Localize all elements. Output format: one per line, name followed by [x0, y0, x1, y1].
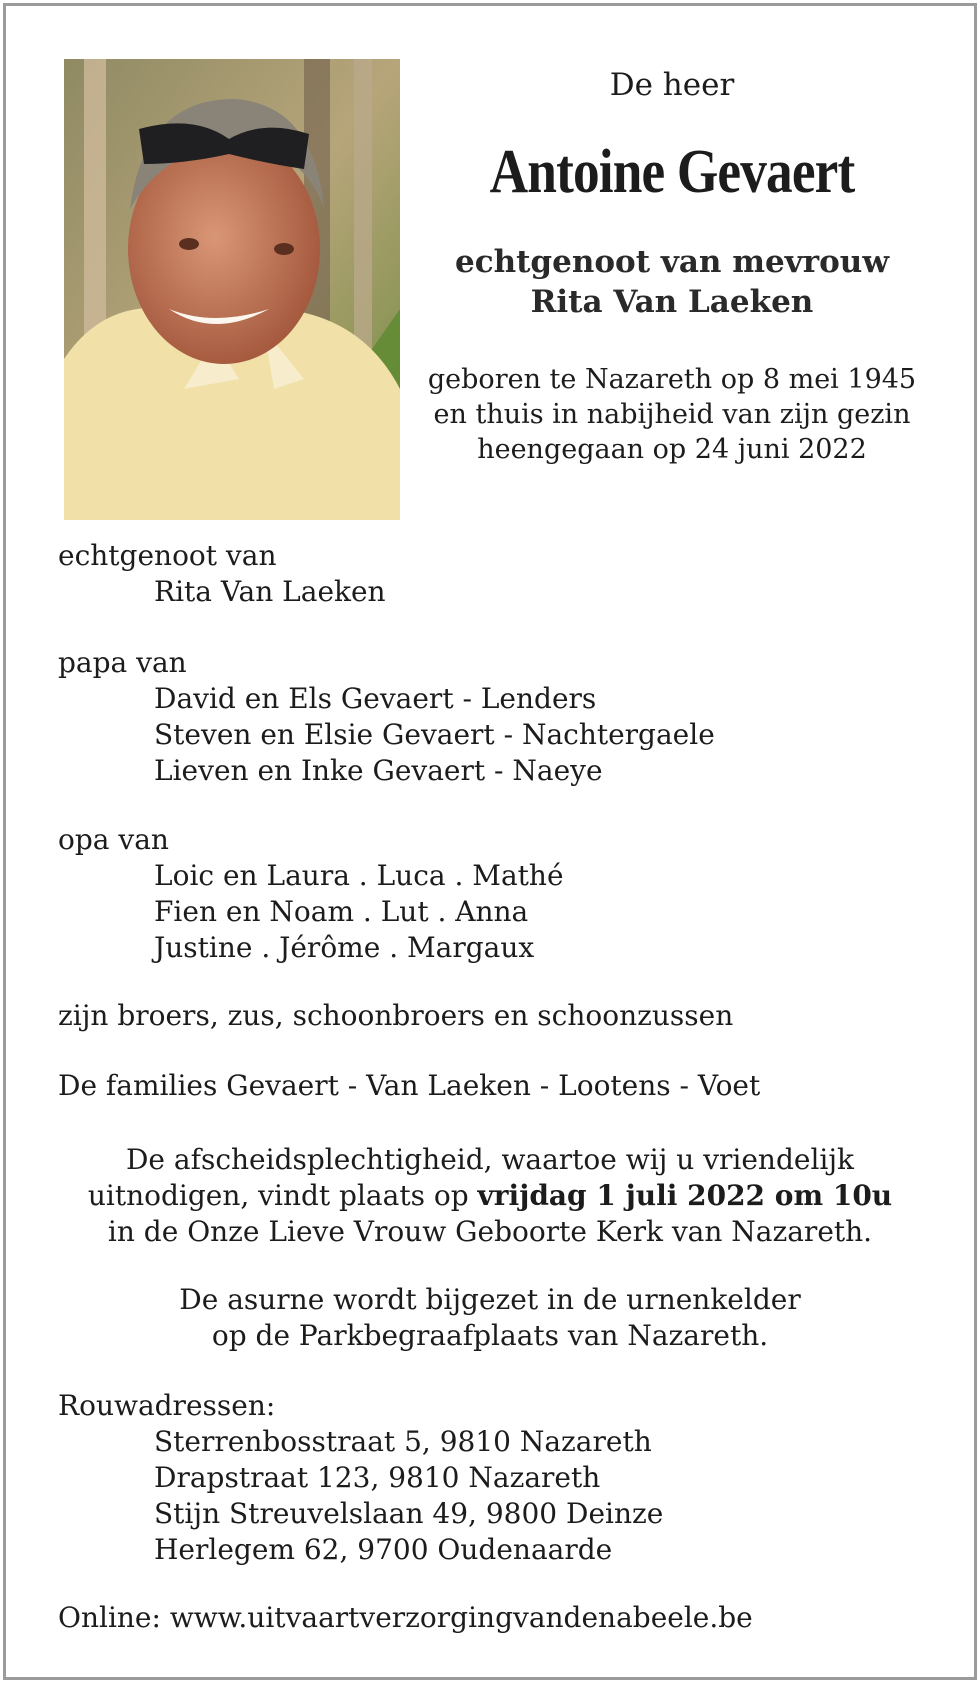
ceremony-notice [58, 1142, 922, 1250]
grandchild-entry: Justine . Jérôme . Margaux [154, 931, 535, 964]
title-prefix: De heer [609, 67, 735, 103]
deceased-name: Antoine Gevaert [489, 138, 855, 206]
address-entry: Sterrenbosstraat 5, 9810 Nazareth [154, 1425, 652, 1458]
child-entry: Lieven en Inke Gevaert - Naeye [154, 754, 603, 787]
ceremony-line-1: De afscheidsplechtigheid, waartoe wij u vriendelijk [125, 1143, 855, 1176]
addresses-title: Rouwadressen: [58, 1389, 276, 1422]
spouse-intro-line: echtgenoot van mevrouw [454, 244, 890, 280]
families-line: De families Gevaert - Van Laeken - Lootens - Voet [58, 1069, 761, 1102]
spouse-intro [412, 242, 932, 322]
ceremony-line-3: in de Onze Lieve Vrouw Geboorte Kerk van Nazareth. [107, 1215, 873, 1248]
spouse-section-name: Rita Van Laeken [154, 575, 386, 608]
child-entry: David en Els Gevaert - Lenders [154, 682, 597, 715]
children-section [58, 645, 938, 789]
grandchildren-section [58, 822, 938, 966]
siblings-line: zijn broers, zus, schoonbroers en schoonzussen [58, 999, 734, 1032]
ceremony-invite-text: uitnodigen, vindt plaats op [87, 1179, 478, 1212]
grandchild-entry: Loic en Laura . Luca . Mathé [154, 859, 564, 892]
spouse-section [58, 538, 938, 610]
birth-line: geboren te Nazareth op 8 mei 1945 [427, 364, 917, 395]
addresses-section [58, 1388, 938, 1568]
address-entry: Stijn Streuvelslaan 49, 9800 Deinze [154, 1497, 664, 1530]
address-entry: Drapstraat 123, 9810 Nazareth [154, 1461, 601, 1494]
death-line-2: heengegaan op 24 juni 2022 [477, 434, 867, 465]
portrait-photo [64, 59, 400, 520]
burial-notice [58, 1282, 922, 1354]
spouse-name: Rita Van Laeken [530, 284, 814, 320]
children-title: papa van [58, 646, 187, 679]
ceremony-datetime: vrijdag 1 juli 2022 om 10u [477, 1179, 893, 1212]
portrait-image [64, 59, 400, 520]
grandchildren-title: opa van [58, 823, 169, 856]
burial-line-1: De asurne wordt bijgezet in de urnenkelder [179, 1283, 801, 1316]
life-dates [412, 362, 932, 467]
address-entry: Herlegem 62, 9700 Oudenaarde [154, 1533, 613, 1566]
spouse-section-title: echtgenoot van [58, 539, 277, 572]
burial-line-2: op de Parkbegraafplaats van Nazareth. [211, 1319, 769, 1352]
child-entry: Steven en Elsie Gevaert - Nachtergaele [154, 718, 715, 751]
death-line-1: en thuis in nabijheid van zijn gezin [433, 399, 911, 430]
grandchild-entry: Fien en Noam . Lut . Anna [154, 895, 529, 928]
online-link[interactable]: Online: www.uitvaartverzorgingvandenabeele.be [58, 1601, 753, 1634]
ceremony-line-2 [58, 1178, 922, 1214]
